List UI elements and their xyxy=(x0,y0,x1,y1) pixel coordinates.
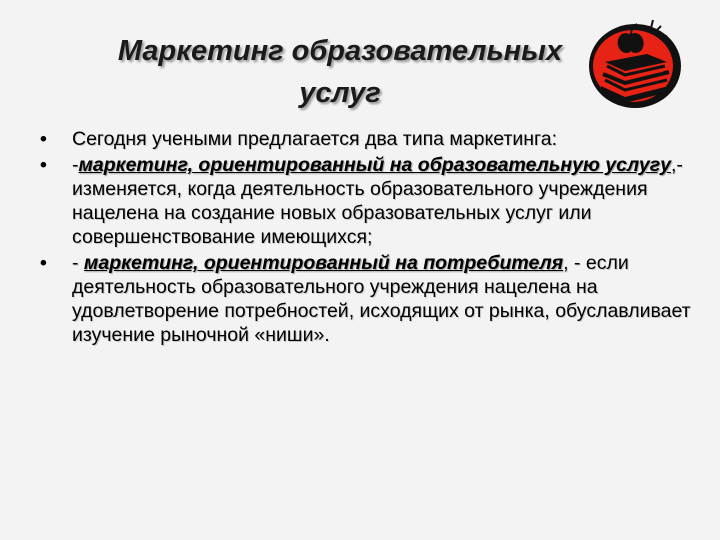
bullet-emphasis: маркетинг, ориентированный на потребителя xyxy=(83,252,564,274)
title-line-2: услуг xyxy=(299,77,381,109)
title-line-1: Маркетинг образовательных xyxy=(117,35,563,67)
bullet-marker: • xyxy=(40,154,47,176)
bullet-marker: • xyxy=(40,128,47,150)
books-apple-icon xyxy=(585,14,685,114)
bullet-text: ,- изменяется, когда деятельность образовательного учреждения нацелена на создание новых образовательных услуг или совершенствование имеющихся; xyxy=(72,154,683,248)
bullet-text: Сегодня учеными предлагается два типа маркетинга: xyxy=(72,128,558,150)
bullet-item xyxy=(40,127,695,151)
slide-title xyxy=(80,30,600,114)
bullet-prefix: - xyxy=(72,252,84,274)
bullet-list xyxy=(40,127,695,349)
bullet-prefix: - xyxy=(72,154,79,176)
bullet-text: , - если деятельность образовательного учреждения нацелена на удовлетворение потребностей, исходящих от рынка, обуславливает изучение рыночной «ниши». xyxy=(72,252,691,346)
bullet-emphasis: маркетинг, ориентированный на образовательную услугу xyxy=(78,154,671,176)
bullet-marker: • xyxy=(40,252,47,274)
bullet-item xyxy=(40,153,695,249)
bullet-item xyxy=(40,251,695,347)
